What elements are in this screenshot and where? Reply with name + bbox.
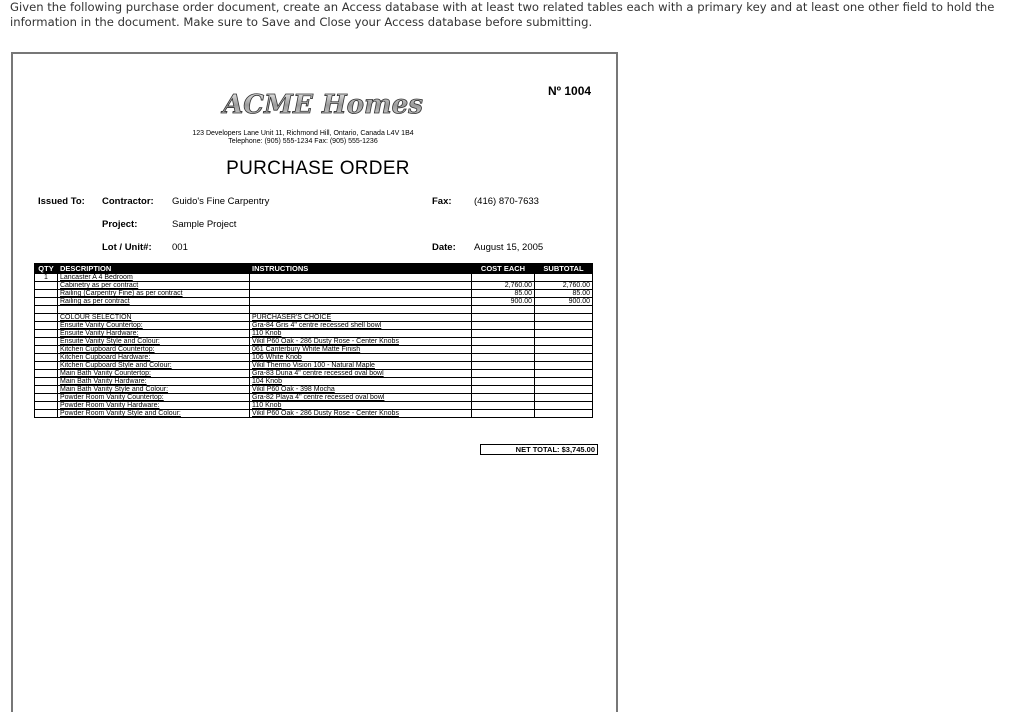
qty-cell [35,394,58,402]
cost-each-cell [472,306,535,314]
cost-each-cell [472,378,535,386]
subtotal-cell [535,394,593,402]
date-value: August 15, 2005 [474,242,544,253]
contractor-label: Contractor: [102,196,154,207]
lot-label: Lot / Unit#: [102,242,152,253]
table-row [35,274,593,282]
description-cell [58,306,250,314]
date-label: Date: [432,242,456,253]
instructions-cell [250,306,472,314]
cost-each-cell [472,386,535,394]
cost-each-cell [472,322,535,330]
subtotal-cell [535,306,593,314]
cost-each-cell: 900.00 [472,298,535,306]
subtotal-cell: 900.00 [535,298,593,306]
subtotal-cell [535,370,593,378]
qty-cell [35,354,58,362]
subtotal-cell [535,378,593,386]
description-cell: Cabinetry as per contract [58,282,250,290]
description-cell: Powder Room Vanity Style and Colour: [58,410,250,418]
table-row [35,394,593,402]
subtotal-header: SUBTOTAL [535,264,593,274]
subtotal-cell [535,274,593,282]
cost-each-cell [472,362,535,370]
address-line: 123 Developers Lane Unit 11, Richmond Hill, Ontario, Canada L4V 1B4 [192,130,414,137]
instructions-cell: 104 Knob [250,378,472,386]
qty-cell [35,402,58,410]
qty-cell [35,338,58,346]
cost-each-cell [472,410,535,418]
instructions-cell: Gra-82 Playa 4" centre recessed oval bowl [250,394,472,402]
table-row [35,322,593,330]
document-title: PURCHASE ORDER [226,158,410,179]
instructions-cell: 106 White Knob [250,354,472,362]
subtotal-cell [535,314,593,322]
table-row [35,290,593,298]
purchase-order-document [11,52,618,712]
table-row [35,314,593,322]
instructions-cell: 110 Knob [250,402,472,410]
instructions-cell [250,298,472,306]
qty-cell: 1 [35,274,58,282]
instructions-cell: PURCHASER'S CHOICE [250,314,472,322]
qty-header: QTY [35,264,58,274]
description-cell: Kitchen Cupboard Style and Colour: [58,362,250,370]
description-cell: Powder Room Vanity Countertop: [58,394,250,402]
instructions-cell: Vikil P60 Oak - 286 Dusty Rose - Center Knobs [250,410,472,418]
subtotal-cell [535,354,593,362]
instructions-cell: Gra-83 Duna 4" centre recessed oval bowl [250,370,472,378]
qty-cell [35,330,58,338]
instructions-cell: Vikil P60 Oak - 286 Dusty Rose - Center Knobs [250,338,472,346]
qty-cell [35,386,58,394]
table-row [35,346,593,354]
cost-each-cell: 2,760.00 [472,282,535,290]
qty-cell [35,346,58,354]
cost-each-cell [472,346,535,354]
description-cell: Ensuite Vanity Style and Colour: [58,338,250,346]
cost-each-header: COST EACH [472,264,535,274]
instructions-cell: 061 Canterbury White Matte Finish [250,346,472,354]
svg-text:ACME Homes: ACME Homes [219,90,424,118]
table-row [35,306,593,314]
instructions-cell [250,282,472,290]
table-row [35,330,593,338]
cost-each-cell [472,354,535,362]
instructions-cell [250,290,472,298]
subtotal-cell: 85.00 [535,290,593,298]
qty-cell [35,314,58,322]
subtotal-cell [535,402,593,410]
acme-homes-logo [218,88,428,118]
subtotal-cell [535,338,593,346]
description-cell: Main Bath Vanity Countertop: [58,370,250,378]
description-cell: Main Bath Vanity Style and Colour: [58,386,250,394]
issued-to-label: Issued To: [38,196,85,207]
description-cell: Ensuite Vanity Countertop: [58,322,250,330]
question-text: Given the following purchase order document, create an Access database with at least two related tables each with a primary key and at least one other field to hold the information in the document. Make sure to Save and Close your Access database before submitting. [10,0,995,29]
subtotal-cell [535,386,593,394]
line-items-body [35,274,593,418]
subtotal-cell [535,362,593,370]
qty-cell [35,362,58,370]
instructions-cell: Gra-84 Gris 4" centre recessed shell bowl [250,322,472,330]
table-row [35,402,593,410]
cost-each-cell [472,274,535,282]
table-row [35,362,593,370]
cost-each-cell [472,338,535,346]
net-total: NET TOTAL: $3,745.00 [480,444,598,455]
subtotal-cell: 2,760.00 [535,282,593,290]
project-value: Sample Project [172,219,237,230]
table-row [35,282,593,290]
subtotal-cell [535,346,593,354]
qty-cell [35,298,58,306]
lot-value: 001 [172,242,188,253]
line-items-table [34,263,593,418]
instructions-cell: Vikil P60 Oak - 398 Mocha [250,386,472,394]
description-cell: Kitchen Cupboard Hardware: [58,354,250,362]
project-label: Project: [102,219,138,230]
description-cell: Ensuite Vanity Hardware: [58,330,250,338]
table-row [35,354,593,362]
table-row [35,298,593,306]
table-row [35,338,593,346]
qty-cell [35,410,58,418]
qty-cell [35,322,58,330]
subtotal-cell [535,410,593,418]
fax-value: (416) 870-7633 [474,196,539,207]
qty-cell [35,370,58,378]
description-cell: Lancaster A 4 Bedroom [58,274,250,282]
table-row [35,370,593,378]
description-cell: Kitchen Cupboard Countertop: [58,346,250,354]
phone-line: Telephone: (905) 555-1234 Fax: (905) 555-1236 [228,138,378,145]
qty-cell [35,290,58,298]
description-cell: COLOUR SELECTION [58,314,250,322]
subtotal-cell [535,330,593,338]
instructions-cell: 110 Knob [250,330,472,338]
fax-label: Fax: [432,196,452,207]
table-row [35,410,593,418]
table-header-row [35,264,593,274]
cost-each-cell [472,394,535,402]
contractor-value: Guido's Fine Carpentry [172,196,270,207]
cost-each-cell: 85.00 [472,290,535,298]
company-address [163,130,443,146]
description-cell: Railing as per contract [58,298,250,306]
cost-each-cell [472,330,535,338]
table-row [35,386,593,394]
instructions-cell [250,274,472,282]
table-row [35,378,593,386]
qty-cell [35,282,58,290]
qty-cell [35,378,58,386]
description-cell: Railing (Carpentry Fine) as per contract [58,290,250,298]
subtotal-cell [535,322,593,330]
instructions-cell: Vikil Thermo Vision 100 - Natural Maple [250,362,472,370]
qty-cell [35,306,58,314]
cost-each-cell [472,402,535,410]
description-header: DESCRIPTION [58,264,250,274]
instructions-header: INSTRUCTIONS [250,264,472,274]
cost-each-cell [472,370,535,378]
description-cell: Main Bath Vanity Hardware: [58,378,250,386]
po-number: Nº 1004 [548,84,592,98]
description-cell: Powder Room Vanity Hardware: [58,402,250,410]
cost-each-cell [472,314,535,322]
